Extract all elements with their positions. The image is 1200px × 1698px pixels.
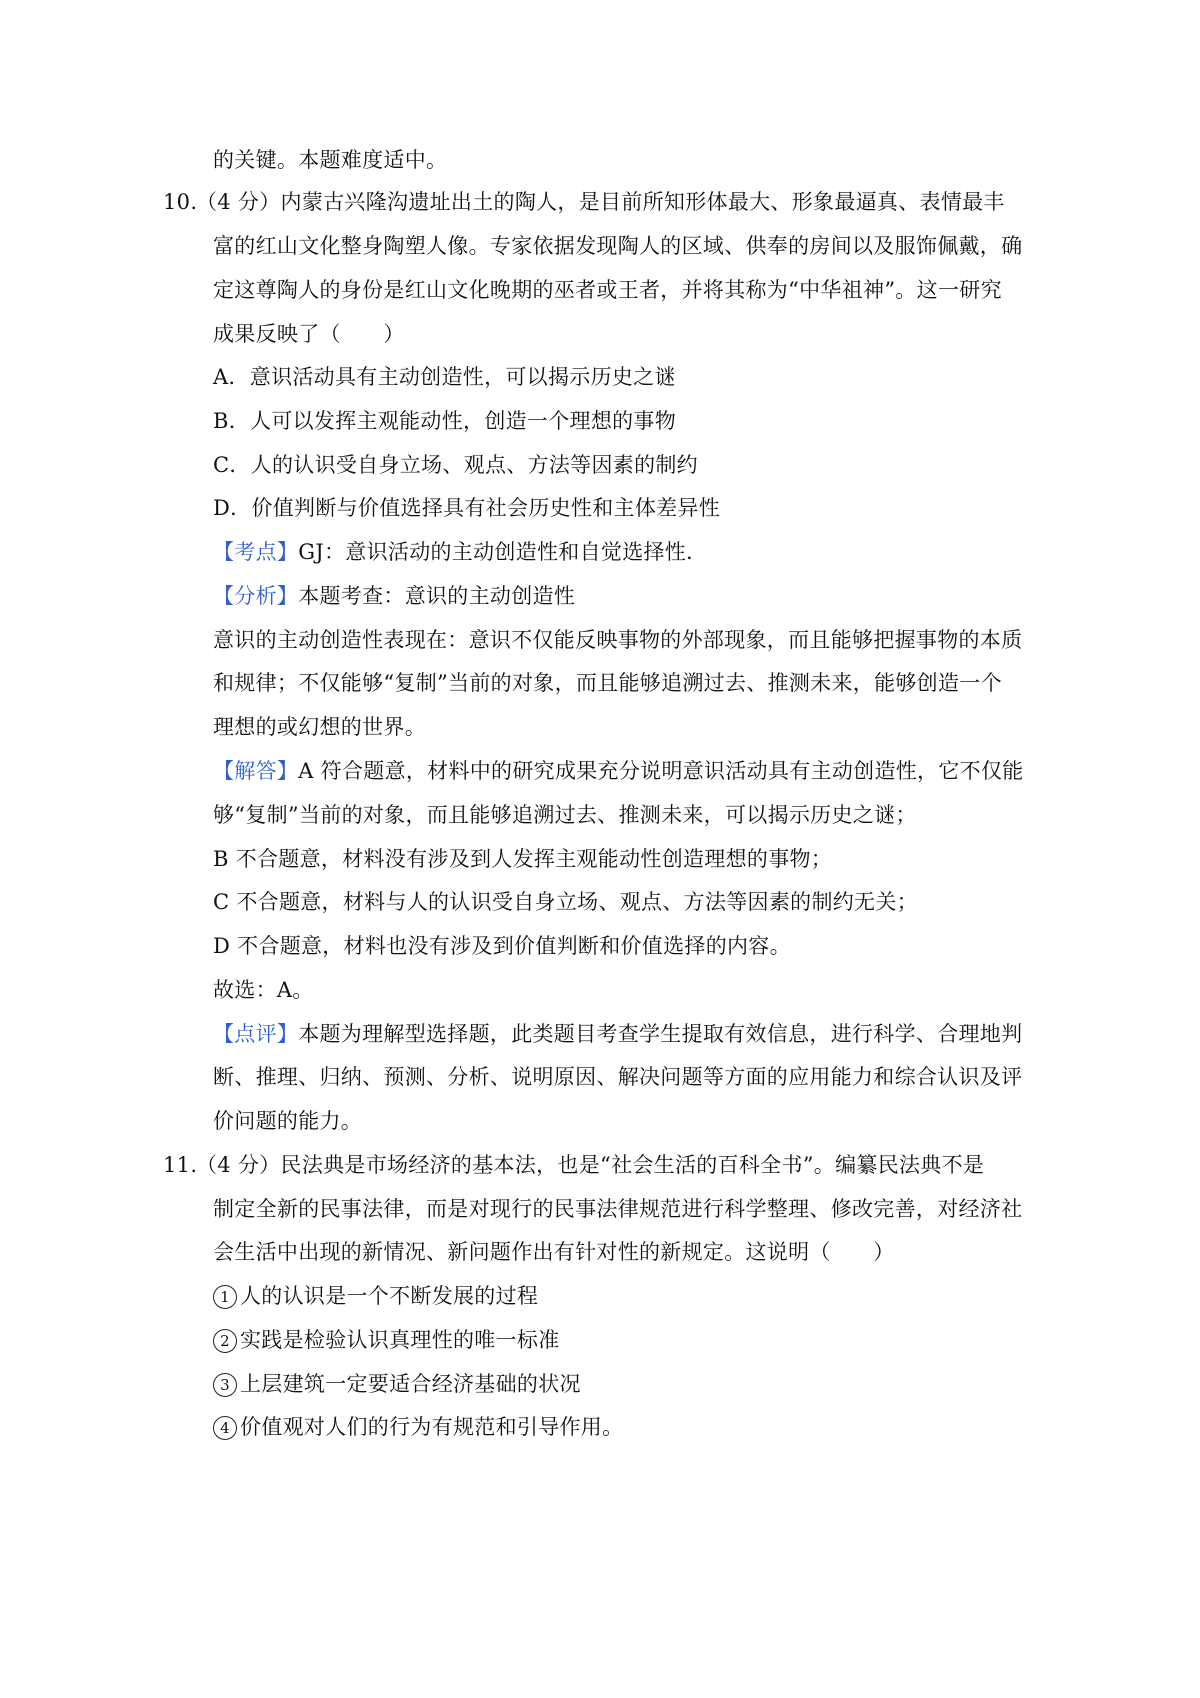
jieda-text: A 符合题意，材料中的研究成果充分说明意识活动具有主动创造性，它不仅能 xyxy=(298,759,1024,783)
fenxi-body-line: 意识的主动创造性表现在：意识不仅能反映事物的外部现象，而且能够把握事物的本质 xyxy=(213,628,1023,652)
jieda-body-line: B 不合题意，材料没有涉及到人发挥主观能动性创造理想的事物； xyxy=(213,847,833,871)
option-a: A．意识活动具有主动创造性，可以揭示历史之谜 xyxy=(213,365,676,389)
option-c: C．人的认识受自身立场、观点、方法等因素的制约 xyxy=(213,453,698,477)
fenxi-text: 本题考查：意识的主动创造性 xyxy=(298,584,576,608)
answer-choice: 故选：A。 xyxy=(213,978,314,1002)
jieda-tag: 【解答】 xyxy=(213,759,299,783)
statement-3 xyxy=(213,1370,581,1398)
jieda-line xyxy=(213,757,1024,785)
question-10-stem-line: 成果反映了（ ） xyxy=(213,322,405,346)
dianping-body-line: 价问题的能力。 xyxy=(213,1109,363,1133)
question-11-stem-line: （4 分）民法典是市场经济的基本法，也是“社会生活的百科全书”。编纂民法典不是 xyxy=(196,1153,985,1177)
question-10-number: 10. xyxy=(163,190,198,214)
kaodian-text: GJ：意识活动的主动创造性和自觉选择性． xyxy=(298,540,708,564)
option-d: D．价值判断与价值选择具有社会历史性和主体差异性 xyxy=(213,496,721,520)
kaodian-tag: 【考点】 xyxy=(213,540,299,564)
question-11-stem-line: 制定全新的民事法律，而是对现行的民事法律规范进行科学整理、修改完善，对经济社 xyxy=(213,1197,1023,1221)
fenxi-tag: 【分析】 xyxy=(213,584,299,608)
circled-number-4: 4 xyxy=(213,1416,237,1440)
question-10-stem-line: 富的红山文化整身陶塑人像。专家依据发现陶人的区域、供奉的房间以及服饰佩戴，确 xyxy=(213,234,1023,258)
fenxi-body-line: 理想的或幻想的世界。 xyxy=(213,715,426,739)
statement-text: 实践是检验认识真理性的唯一标准 xyxy=(240,1328,560,1352)
dianping-tag: 【点评】 xyxy=(213,1022,299,1046)
question-10-stem-line: 定这尊陶人的身份是红山文化晚期的巫者或王者，并将其称为“中华祖神”。这一研究 xyxy=(213,278,1002,302)
circled-number-2: 2 xyxy=(213,1329,237,1353)
dianping-body-line: 断、推理、归纳、预测、分析、说明原因、解决问题等方面的应用能力和综合认识及评 xyxy=(213,1065,1023,1089)
jieda-body-line: D 不合题意，材料也没有涉及到价值判断和价值选择的内容。 xyxy=(213,934,791,958)
statement-text: 上层建筑一定要适合经济基础的状况 xyxy=(240,1372,581,1396)
dianping-text: 本题为理解型选择题，此类题目考查学生提取有效信息，进行科学、合理地判 xyxy=(298,1022,1023,1046)
jieda-body-line: 够“复制”当前的对象，而且能够追溯过去、推测未来，可以揭示历史之谜； xyxy=(213,803,917,827)
statement-text: 人的认识是一个不断发展的过程 xyxy=(240,1284,539,1308)
question-11-stem-line: 会生活中出现的新情况、新问题作出有针对性的新规定。这说明（ ） xyxy=(213,1240,895,1264)
statement-2 xyxy=(213,1326,560,1354)
statement-text: 价值观对人们的行为有规范和引导作用。 xyxy=(240,1415,624,1439)
circled-number-1: 1 xyxy=(213,1285,237,1309)
option-b: B．人可以发挥主观能动性，创造一个理想的事物 xyxy=(213,409,677,433)
fenxi-body-line: 和规律；不仅能够“复制”当前的对象，而且能够追溯过去、推测未来，能够创造一个 xyxy=(213,671,1002,695)
question-11-number: 11. xyxy=(163,1153,198,1177)
dianping-line xyxy=(213,1020,1022,1048)
circled-number-3: 3 xyxy=(213,1373,237,1397)
kaodian-line xyxy=(213,538,707,566)
fenxi-line xyxy=(213,582,575,610)
jieda-body-line: C 不合题意，材料与人的认识受自身立场、观点、方法等因素的制约无关； xyxy=(213,890,918,914)
statement-4 xyxy=(213,1413,623,1441)
statement-1 xyxy=(213,1282,538,1310)
question-10-stem-line: （4 分）内蒙古兴隆沟遗址出土的陶人，是目前所知形体最大、形象最逼真、表情最丰 xyxy=(196,190,1005,214)
previous-answer-tail: 的关键。本题难度适中。 xyxy=(213,148,448,172)
